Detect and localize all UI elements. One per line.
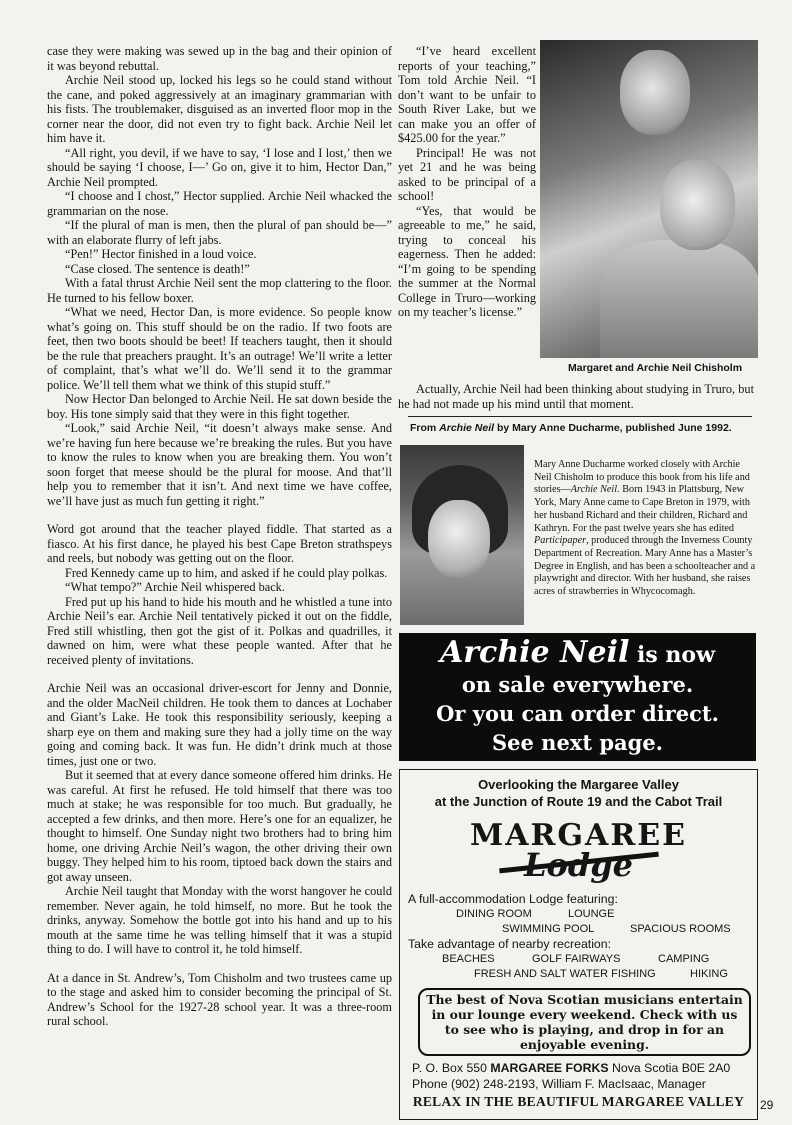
article-paragraph: Fred Kennedy came up to him, and asked if he could play polkas. — [65, 565, 388, 580]
page-number: 29 — [760, 1098, 774, 1112]
address-town: MARGAREE FORKS — [490, 1061, 609, 1075]
ad-featuring: A full-accommodation Lodge featuring: — [408, 892, 618, 906]
article-left-column — [47, 44, 392, 1029]
man-body-figure — [600, 240, 758, 358]
author-bio — [534, 459, 756, 599]
recreation-item: GOLF FAIRWAYS — [532, 953, 621, 965]
amenities-row-2 — [408, 922, 757, 937]
article-continuation — [398, 382, 754, 411]
article-paragraph: Now Hector Dan belonged to Archie Neil. He sat down beside the boy. His tone simply said that they were in this fight together. — [47, 392, 392, 421]
article-paragraph: “Look,” said Archie Neil, “it doesn’t always make sense. And we’re having fun here because we’re breaking the rules. But you have to know the rules to know when you are breaking them. You won’t soon forget that meese should be the plural for moose. And that’ll help you to remember that it isn’t. And next time we have coffee, we’ll have just as much fun getting it right.” — [47, 421, 392, 508]
article-paragraph: “Pen!” Hector finished in a loud voice. — [65, 247, 257, 261]
logo-script: Lodge — [524, 846, 633, 884]
promo-book-title: Archie Neil — [439, 635, 630, 670]
logo-wordmark: MARGAREE — [470, 818, 687, 853]
promo-title-rest: is now — [629, 642, 716, 668]
bio-publication: Participaper — [534, 535, 587, 547]
promo-line-3: Or you can order direct. — [436, 701, 719, 726]
article-paragraph: “Yes, that would be agreeable to me,” he said, trying to conceal his eagerness. Then he added: “I’m going to be spending the summer at the Normal College in Truro—working on my teacher’s license.” — [398, 203, 536, 319]
photo-caption: Margaret and Archie Neil Chisholm — [568, 362, 743, 374]
article-paragraph: case they were making was sewed up in the bag and their opinion of it was beyond rebuttal. — [47, 44, 392, 73]
article-paragraph: Archie Neil was an occasional driver-escort for Jenny and Donnie, and the older MacNeil children. He took them to dances at Lochaber and Giant’s Lake. He took this responsibility seriously, keeping a sharp eye on them and making sure they had a jolly time on the way going and coming back. It was fun. He didn’t drink much at those times, just one or two. — [47, 681, 392, 768]
article-paragraph: Principal! He was not yet 21 and he was being asked to be principal of a school! — [398, 145, 536, 203]
ad-recreation-intro: Take advantage of nearby recreation: — [408, 937, 612, 951]
article-paragraph: “What tempo?” Archie Neil whispered back. — [65, 580, 285, 594]
amenities-row-1 — [408, 907, 757, 922]
bio-book-title: Archie Neil. — [570, 484, 620, 496]
article-paragraph: “All right, you devil, if we have to say, ‘I lose and I lost,’ then we should be saying ‘I choose, I—’ Go on, give it to him, Hector Dan,” Archie Neil prompted. — [47, 145, 392, 189]
section-divider — [408, 416, 752, 417]
musicians-notice: The best of Nova Scotian musicians entertain in our lounge every weekend. Check with us to see who is playing, and drop in for an enjoyable evening. — [418, 988, 751, 1056]
amenity-item: DINING ROOM — [456, 908, 532, 920]
article-paragraph: Archie Neil taught that Monday with the worst hangover he could remember. Never again, he told himself, no more. But he took the drinks, anyway. Somehow the bottle got into his hand and up to his mouth at the same time he was telling himself that it was a stupid thing to do. I will have to control it, he told himself. — [47, 884, 392, 956]
woman-figure — [620, 50, 690, 135]
article-paragraph: “What we need, Hector Dan, is more evidence. So people know what’s going on. This stuff should be on the radio. If two foots are feet, then two boots should be beet! If teachers taught, then it should be the rule that preachers praught. It’s an outrage! We’ll write a letter of complaint, that’s what we’ll do. We’ll send it to the grammar police. We’ll tell them what we think of this stupid stuff.” — [47, 305, 392, 392]
margaree-lodge-ad — [399, 769, 758, 1120]
author-photo — [400, 445, 524, 625]
ad-contact — [412, 1060, 757, 1092]
source-suffix: by Mary Anne Ducharme, published June 1992. — [494, 422, 732, 434]
article-paragraph: At a dance in St. Andrew’s, Tom Chisholm and two trustees came up to the stage and asked him to consider becoming the principal of St. Andrew’s School for the 1927-28 school year. It was a three-room rural school. — [47, 970, 392, 1028]
bio-text: Born 1943 in Plattsburg, New York, Mary Anne came to Cape Breton in 1979, with her husband Richard and their children, Richard and Kathryn. For the past twelve years she has edited — [534, 484, 750, 534]
bio-text: Mary Anne Ducharme worked closely with Archie Neil Chisholm to produce this book from his life and stories— — [534, 459, 750, 496]
ad-address — [412, 1060, 757, 1076]
article-paragraph: “I choose and I chost,” Hector supplied. Archie Neil whacked the grammarian on the nose. — [47, 189, 392, 218]
couple-photo — [540, 40, 758, 358]
recreation-row-1 — [408, 952, 757, 967]
address-text: P. O. Box 550 — [412, 1061, 491, 1075]
margaree-lodge-logo — [469, 816, 689, 886]
recreation-item: FRESH AND SALT WATER FISHING — [474, 968, 656, 980]
article-paragraph: “Case closed. The sentence is death!” — [65, 261, 250, 276]
amenity-item: SPACIOUS ROOMS — [630, 923, 731, 935]
man-figure — [660, 160, 735, 250]
article-paragraph: “I’ve heard excellent reports of your teaching,” Tom told Archie Neil. “I don’t want to be unfair to South River Lake, but we can make you an offer of $425.00 for the year.” — [398, 44, 536, 145]
address-text: Nova Scotia B0E 2A0 — [608, 1061, 731, 1075]
source-prefix: From — [410, 422, 440, 434]
ad-tagline: RELAX IN THE BEAUTIFUL MARGAREE VALLEY — [412, 1094, 745, 1109]
ad-headline-line1: Overlooking the Margaree Valley — [478, 777, 679, 792]
article-paragraph: But it seemed that at every dance someone offered him drinks. He was careful. At first he refused. He told himself that there was too much at stake; he was responsible for too much. But gradually, he accepted a few drinks, and then more. Here’s one for an equalizer, he thought to himself. One Sunday night two brothers had to bring him home, one driving Archie Neil’s wagon, the other driving their own buggy. They helped him to his room, tiptoed back down the stairs and got away unseen. — [47, 768, 392, 884]
ad-headline-line2: at the Junction of Route 19 and the Cabot Trail — [434, 794, 723, 809]
article-paragraph: “If the plural of man is men, then the plural of pan should be—” with an elaborate flurry of left jabs. — [47, 218, 392, 247]
recreation-item: HIKING — [690, 968, 728, 980]
recreation-item: BEACHES — [442, 953, 495, 965]
article-middle-column — [398, 44, 536, 320]
ad-headline — [400, 776, 757, 810]
bio-text: , produced through the Inverness County Department of Recreation. Mary Anne has a Master’s Degree in English, and has been a schoolteacher and a playwright and director. With her husband, she raises acres of strawberries in Whycocomagh. — [534, 535, 756, 598]
amenity-item: SWIMMING POOL — [502, 923, 595, 935]
source-credit — [410, 422, 732, 434]
article-paragraph: Archie Neil stood up, locked his legs so he could stand without the cane, and poked aggressively at an imaginary grammarian with his fists. The troublemaker, disguised as an inverted floor mop in the corner near the door, did not even try to fight back. Archie Neil let him have it. — [47, 73, 392, 145]
promo-line-1 — [399, 635, 756, 670]
ad-phone: Phone (902) 248-2193, William F. MacIsaac, Manager — [412, 1077, 706, 1091]
book-promo-banner — [399, 633, 756, 761]
source-book-title: Archie Neil — [439, 422, 495, 434]
continuation-paragraph: Actually, Archie Neil had been thinking about studying in Truro, but he had not made up his mind until that moment. — [398, 382, 754, 411]
amenity-item: LOUNGE — [568, 908, 615, 920]
article-paragraph: With a fatal thrust Archie Neil sent the mop clattering to the floor. He turned to his fellow boxer. — [47, 276, 392, 305]
promo-line-4: See next page. — [491, 730, 663, 755]
author-face — [428, 500, 490, 578]
article-paragraph: Fred put up his hand to hide his mouth and he whistled a tune into Archie Neil’s ear. Archie Neil tentatively picked it out on the fiddle, Fred still whistling, then got the gist of it. Polkas and quadrilles, it dawned on him, were what these people wanted. After that he received plenty of invitations. — [47, 594, 392, 667]
recreation-item: CAMPING — [658, 953, 710, 965]
article-paragraph: Word got around that the teacher played fiddle. That started as a fiasco. At his first dance, he played his best Cape Breton strathspeys and reels, but nobody was getting out on the floor. — [47, 522, 392, 565]
recreation-row-2 — [408, 967, 757, 982]
promo-line-2: on sale everywhere. — [461, 672, 694, 697]
